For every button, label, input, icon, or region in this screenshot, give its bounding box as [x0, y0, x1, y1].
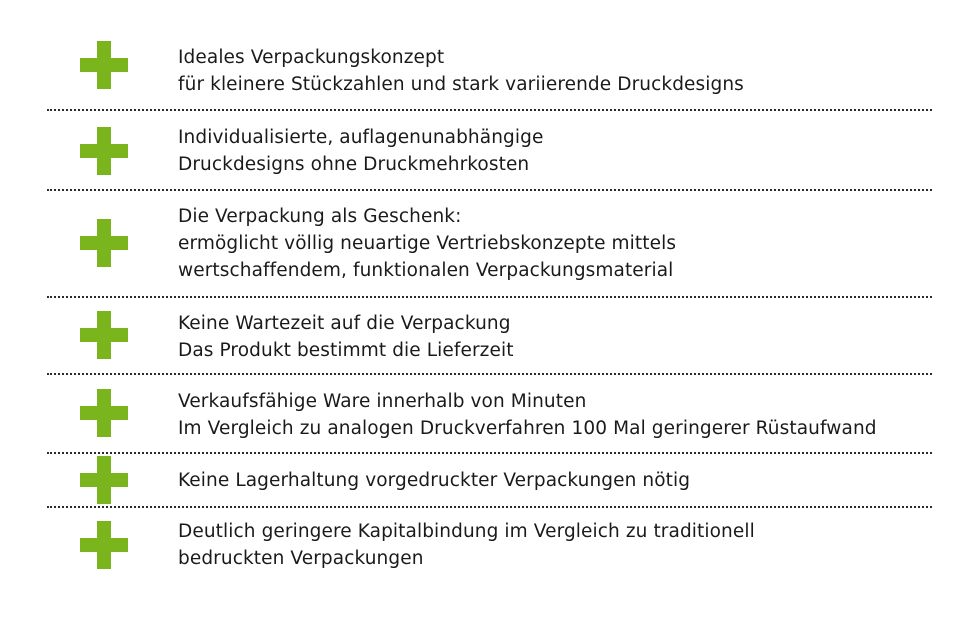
benefit-text [178, 467, 920, 494]
dotted-divider [47, 506, 932, 508]
benefit-line: Das Produkt bestimmt die Lieferzeit [178, 340, 514, 361]
benefit-line: Keine Wartezeit auf die Verpackung [178, 313, 511, 334]
plus-icon [80, 41, 128, 89]
benefit-line: Deutlich geringere Kapitalbindung im Vergleich zu traditionell [178, 521, 755, 542]
plus-icon [80, 456, 128, 504]
benefit-line: Ideales Verpackungskonzept [178, 47, 445, 68]
dotted-divider [47, 109, 932, 111]
benefit-line: Keine Lagerhaltung vorgedruckter Verpackungen nötig [178, 470, 691, 491]
benefit-line: Individualisierte, auflagenunabhängige [178, 127, 544, 148]
benefit-text [178, 124, 920, 178]
benefit-text [178, 44, 920, 98]
dotted-divider [47, 373, 932, 375]
benefit-line: Verkaufsfähige Ware innerhalb von Minuten [178, 391, 587, 412]
benefit-line: bedruckten Verpackungen [178, 548, 424, 569]
benefit-text [178, 388, 920, 442]
benefit-line: Die Verpackung als Geschenk: [178, 206, 462, 227]
plus-icon [80, 219, 128, 267]
benefit-text [178, 518, 920, 572]
dotted-divider [47, 189, 932, 191]
benefit-line: ermöglicht völlig neuartige Vertriebskonzepte mittels [178, 233, 677, 254]
benefit-line: für kleinere Stückzahlen und stark variierende Druckdesigns [178, 74, 744, 95]
benefit-text [178, 310, 920, 364]
plus-icon [80, 127, 128, 175]
dotted-divider [47, 452, 932, 454]
benefit-line: Im Vergleich zu analogen Druckverfahren 100 Mal geringerer Rüstaufwand [178, 418, 877, 439]
benefit-line: wertschaffendem, funktionalen Verpackungsmaterial [178, 260, 674, 281]
plus-icon [80, 389, 128, 437]
plus-icon [80, 521, 128, 569]
dotted-divider [47, 296, 932, 298]
benefit-line: Druckdesigns ohne Druckmehrkosten [178, 154, 530, 175]
benefit-text [178, 203, 920, 284]
plus-icon [80, 311, 128, 359]
